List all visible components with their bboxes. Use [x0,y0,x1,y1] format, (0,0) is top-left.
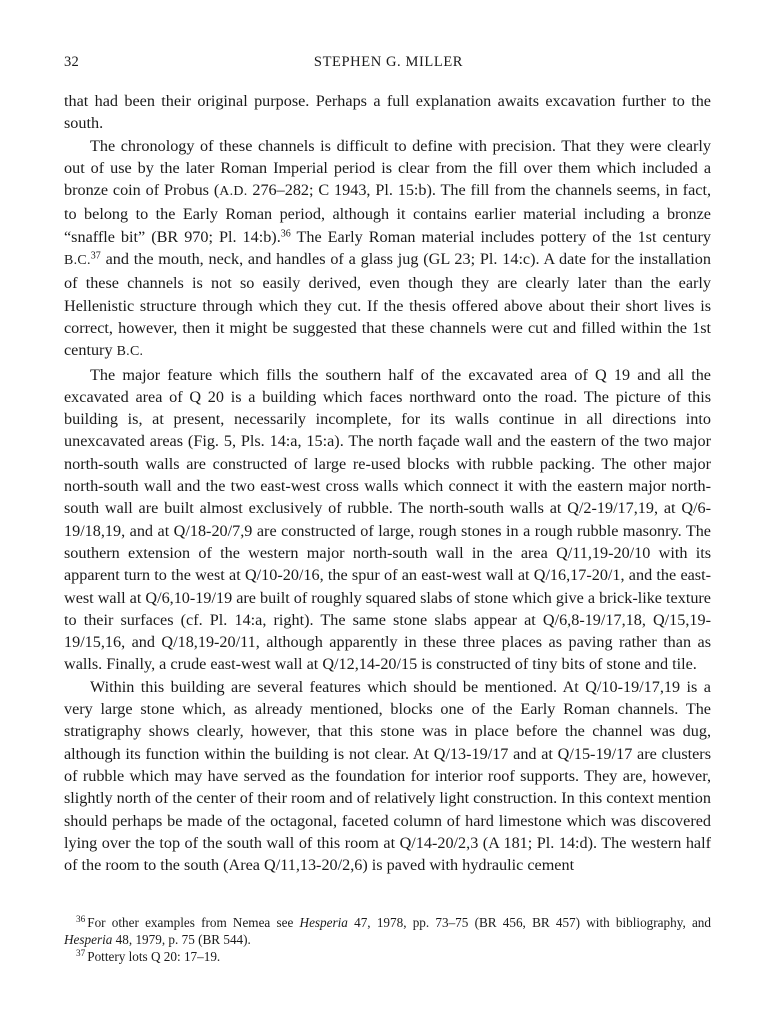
footnote-37-number: 37 [76,948,86,959]
footnote-36-text-b: 47, 1978, pp. 73–75 (BR 456, BR 457) with bibliography, and [347,915,711,930]
footnote-36-text-a: For other examples from Nemea see [87,915,300,930]
footnote-ref-36: 36 [280,228,291,240]
era-abbreviation-ad: A.D. [219,184,248,200]
paragraph-1: that had been their original purpose. Perhaps a full explanation awaits excavation further to the south. [64,92,711,133]
paragraph-2-text-a: The chronology of these channels is difficult to define with precision. That they were clearly out of use by the later Roman Imperial period is clear from the fill over them which included a bronze coin of Probus ( [64,136,711,200]
footnote-36 [64,914,711,948]
paragraph-4: Within this building are several features which should be mentioned. At Q/10-19/17,19 is a very large stone which, as already mentioned, blocks one of the Early Roman channels. The stratigraphy shows clearly, however, that this stone was in place before the channel was dug, although its function within the building is not clear. At Q/13-19/17 and at Q/15-19/17 are clusters of rubble which may have served as the foundation for interior roof supports. They are, however, slightly north of the center of their room and of relatively light construction. In this context mention should perhaps be made of the octagonal, faceted column of hard limestone which was discovered lying over the top of the south wall of this room at Q/14-20/2,3 (A 181; Pl. 14:d). The western half of the room to the south (Area Q/11,13-20/2,6) is paved with hydraulic cement [64,677,711,875]
paragraph-2-text-d: and the mouth, neck, and handles of a glass jug (GL 23; Pl. 14:c). A date for the installation of these channels is not so easily derived, even though they are clearly later than the early Hellenistic structure through which they cut. If the thesis offered above about their short lives is correct, however, then it might be suggested that these channels were cut and filled within the 1st century [64,250,711,360]
paragraph-3: The major feature which fills the southern half of the excavated area of Q 19 and all the excavated area of Q 20 is a building which faces northward onto the road. The picture of this building is, at present, necessarily incomplete, for its walls continue in all directions into unexcavated areas (Fig. 5, Pls. 14:a, 15:a). The north façade wall and the eastern of the two major north-south walls are constructed of large re-used blocks with rubble packing. The other major north-south wall and the two east-west cross walls which connect it with the eastern major north-south wall are built almost exclusively of rubble. The north-south walls at Q/2-19/17,19, at Q/6-19/18,19, and at Q/18-20/7,9 are constructed of large, rough stones in a rough rubble masonry. The southern extension of the western major north-south wall in the area Q/11,19-20/10 with its apparent turn to the west at Q/10-20/16, the spur of an east-west wall at Q/16,17-20/1, and the east-west wall at Q/6,10-19/19 are built of roughly squared slabs of stone which give a brick-like texture to their surfaces (cf. Pl. 14:a, right). The same stone slabs appear at Q/6,8-19/17,18, Q/15,19-19/15,16, and Q/18,19-20/11, although apparently in these three places as paving rather than as walls. Finally, a crude east-west wall at Q/12,14-20/15 is constructed of tiny bits of stone and tile. [64,365,711,674]
paragraph-2-text-c: The Early Roman material includes pottery of the 1st century [290,227,711,246]
footnote-37-text: Pottery lots Q 20: 17–19. [87,949,221,964]
footnote-36-text-c: 48, 1979, p. 75 (BR 544). [112,932,251,947]
footnote-ref-37: 37 [90,250,101,262]
body-text [64,90,711,876]
running-head-author: STEPHEN G. MILLER [313,54,464,70]
era-abbreviation-bc: B.C. [64,253,91,269]
footnote-36-number: 36 [76,914,86,925]
journal-title: Hesperia [64,932,113,947]
paragraph-2 [64,135,711,364]
journal-title: Hesperia [299,915,348,930]
era-abbreviation-bc-end: B.C. [116,344,144,360]
footnotes [64,914,711,965]
running-head [64,54,713,74]
page-number: 32 [64,54,79,70]
paragraph-2-text-b: 276–282; C 1943, Pl. 15:b). The fill from the channels seems, in fact, to belong to the Early Roman period, although it contains earlier material including a bronze “snaffle bit” (BR 970; Pl. 14:b). [64,181,711,246]
footnote-37 [64,948,711,965]
